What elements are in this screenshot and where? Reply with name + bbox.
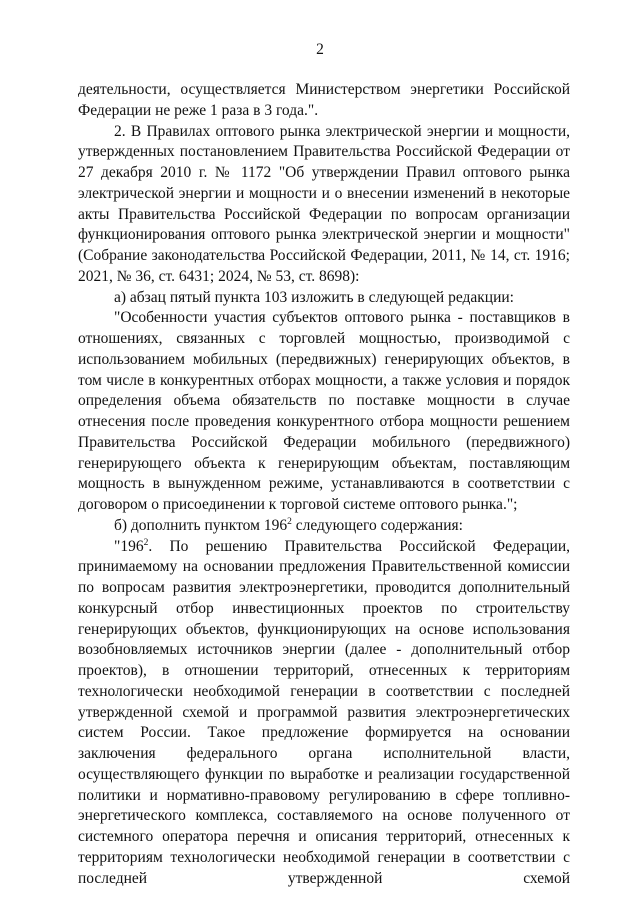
paragraph-continuation: деятельности, осуществляется Министерством энергетики Российской Федерации не реже 1 раза в 3 года.".: [78, 81, 570, 119]
subitem-b-text-start: б) дополнить пунктом 196: [114, 516, 288, 534]
item-196-number: "196: [114, 537, 144, 555]
paragraph-item-2: 2. В Правилах оптового рынка электрической энергии и мощности, утвержденных постановлением Правительства Российской Федерации от 27 декабря 2010 г. № 1172 "Об утверждении Правил оптового рынка электрической энергии и мощности и о внесении изменений в некоторые акты Правительства Российской Федерации по вопросам организации функционирования оптового рынка электрической энергии и мощности" (Собрание законодательства Российской Федерации, 2011, № 14, ст. 1916; 2021, № 36, ст. 6431; 2024, № 53, ст. 8698):: [78, 122, 570, 285]
subitem-b-text-end: следующего содержания:: [291, 516, 463, 534]
paragraph-subitem-b: [78, 516, 570, 537]
paragraph-item-196-2: [78, 537, 570, 890]
item-196-text: . По решению Правительства Российской Федерации, принимаемому на основании предложения Правительственной комиссии по вопросам развития электроэнергетики, проводится дополнительный конкурсный отбор инвестиционных проектов по строительству генерирующих объектов, функционирующих на основе использования возобновляемых источников энергии (далее - дополнительный отбор проектов), в отношении территорий, отнесенных к территориям технологически необходимой генерации в соответствии с последней утвержденной схемой и программой развития электроэнергетических систем России. Такое предложение формируется на основании заключения федерального органа исполнительной власти, осуществляющего функции по выработке и реализации государственной политики и нормативно-правовому регулированию в сфере топливно-энергетического комплекса, составляемого на основе полученного от системного оператора перечня и описания территорий, отнесенных к территориям технологически необходимой генерации в соответствии с последней утвержденной схемой: [78, 537, 570, 887]
superscript-index: 2: [287, 516, 292, 527]
document-body: [78, 80, 570, 889]
superscript-index: 2: [143, 537, 149, 548]
paragraph-subitem-a: а) абзац пятый пункта 103 изложить в следующей редакции:: [114, 288, 514, 306]
page-number: 2: [316, 41, 324, 58]
paragraph-quote-103: "Особенности участия субъектов оптового рынка - поставщиков в отношениях, связанных с торговлей мощностью, производимой с использованием мобильных (передвижных) генерирующих объектов, в том числе в конкурентных отборах мощности, а также условия и порядок определения объема обязательств по поставке мощности в случае отнесения после проведения конкурентного отбора мощности решением Правительства Российской Федерации мобильного (передвижного) генерирующего объекта к генерирующим объектам, поставляющим мощность в вынужденном режиме, устанавливаются в соответствии с договором о присоединении к торговой системе оптового рынка.";: [78, 309, 570, 513]
